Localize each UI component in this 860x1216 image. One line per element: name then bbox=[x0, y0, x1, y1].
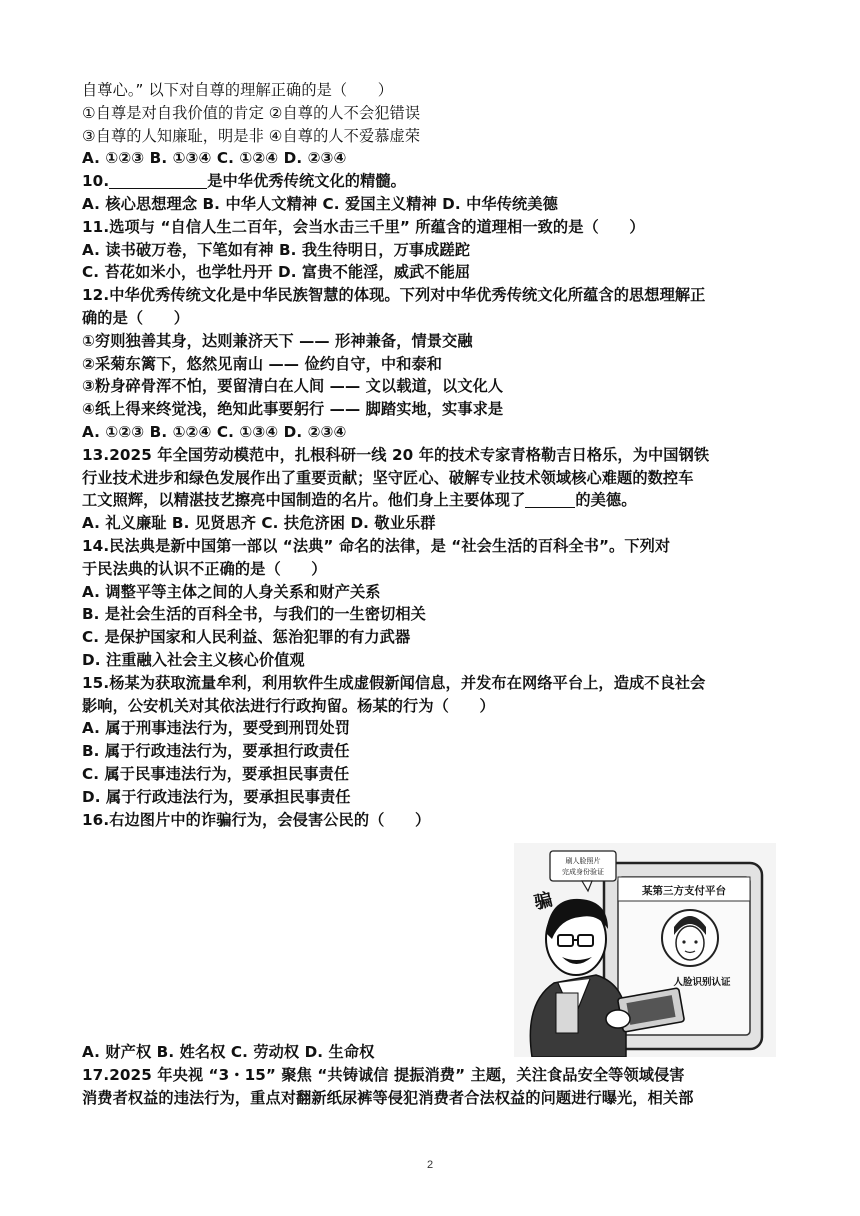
q13-blank bbox=[525, 491, 575, 508]
q9-options: A. ①②③ B. ①③④ C. ①②④ D. ②③④ bbox=[82, 149, 347, 168]
q15-option-b: B. 属于行政违法行为，要承担行政责任 bbox=[82, 742, 350, 761]
face-recognition-label: 人脸识别认证 bbox=[673, 977, 731, 988]
q10-text: 是中华优秀传统文化的精髓。 bbox=[207, 172, 406, 191]
q12-text-1: 中华优秀传统文化是中华民族智慧的体现。下列对中华优秀传统文化所蕴含的思想理解正 bbox=[109, 286, 706, 305]
q15-option-c: C. 属于民事违法行为，要承担民事责任 bbox=[82, 764, 350, 783]
q17-number: 17. bbox=[82, 1066, 110, 1085]
fraud-cartoon-image bbox=[514, 843, 776, 1057]
q12-number: 12. bbox=[82, 286, 110, 305]
q17-stem-2: 消费者权益的违法行为，重点对翻新纸尿裤等侵犯消费者合法权益的问题进行曝光，相关部 bbox=[82, 1088, 694, 1107]
q9-item-1-2: ①自尊是对自我价值的肯定 ②自尊的人不会犯错误 bbox=[82, 103, 421, 122]
q14-stem-2: 于民法典的认识不正确的是（ ） bbox=[82, 559, 327, 578]
q10-stem bbox=[82, 170, 782, 193]
q13-text-3b: 的美德。 bbox=[575, 491, 637, 510]
q10-blank bbox=[109, 172, 207, 189]
scam-badge: 骗 bbox=[532, 889, 555, 914]
q15-number: 15. bbox=[82, 673, 110, 692]
q9-stem-end: 自尊心。” 以下对自尊的理解正确的是（ ） bbox=[82, 81, 394, 99]
q12-item-1: ①穷则独善其身，达则兼济天下 —— 形神兼备，情景交融 bbox=[82, 331, 473, 350]
q13-number: 13. bbox=[82, 445, 110, 464]
q17-text-1: 2025 年央视 “3・15” 聚焦 “共铸诚信 提振消费” 主题，关注食品安全等领域侵害 bbox=[109, 1066, 685, 1085]
q13-stem-2: 行业技术进步和绿色发展作出了重要贡献；坚守匠心、破解专业技术领域核心难题的数控车 bbox=[82, 468, 694, 487]
q10-options: A. 核心思想理念 B. 中华人文精神 C. 爱国主义精神 D. 中华传统美德 bbox=[82, 194, 558, 213]
q15-option-d: D. 属于行政违法行为，要承担民事责任 bbox=[82, 787, 351, 806]
q11-options-cd: C. 苔花如米小，也学牡丹开 D. 富贵不能淫，威武不能屈 bbox=[82, 263, 471, 282]
page-number: 2 bbox=[426, 1159, 434, 1171]
q12-stem-1 bbox=[82, 284, 782, 307]
q16-options: A. 财产权 B. 姓名权 C. 劳动权 D. 生命权 bbox=[82, 1043, 375, 1062]
q16-text: 右边图片中的诈骗行为，会侵害公民的（ ） bbox=[109, 810, 431, 829]
q14-text-1: 民法典是新中国第一部以 “法典” 命名的法律，是 “社会生活的百科全书”。下列对 bbox=[109, 536, 671, 555]
q14-option-d: D. 注重融入社会主义核心价值观 bbox=[82, 650, 305, 669]
q12-item-2: ②采菊东篱下，悠然见南山 —— 俭约自守，中和泰和 bbox=[82, 354, 443, 373]
q13-text-1: 2025 年全国劳动模范中，扎根科研一线 20 年的技术专家青格勒吉日格乐，为中国钢铁 bbox=[109, 445, 710, 464]
speech-bubble-line2: 完成身份验证 bbox=[562, 868, 604, 876]
q9-item-3-4: ③自尊的人知廉耻，明是非 ④自尊的人不爱慕虚荣 bbox=[82, 126, 421, 145]
q16-number: 16. bbox=[82, 810, 110, 829]
q12-stem-2: 确的是（ ） bbox=[82, 308, 190, 327]
q14-number: 14. bbox=[82, 536, 110, 555]
q10-number: 10. bbox=[82, 172, 110, 191]
q14-option-b: B. 是社会生活的百科全书，与我们的一生密切相关 bbox=[82, 605, 426, 624]
q15-text-1: 杨某为获取流量牟利，利用软件生成虚假新闻信息，并发布在网络平台上，造成不良社会 bbox=[109, 673, 706, 692]
platform-title: 某第三方支付平台 bbox=[642, 885, 726, 897]
q11-stem bbox=[82, 216, 782, 239]
q11-options-ab: A. 读书破万卷，下笔如有神 B. 我生待明日，万事成蹉跎 bbox=[82, 240, 471, 259]
q11-number: 11. bbox=[82, 217, 110, 236]
q15-stem-2: 影响，公安机关对其依法进行行政拘留。杨某的行为（ ） bbox=[82, 696, 495, 715]
q12-item-3: ③粉身碎骨浑不怕，要留清白在人间 —— 文以载道，以文化人 bbox=[82, 377, 504, 396]
q13-stem-3 bbox=[82, 489, 782, 512]
q13-options: A. 礼义廉耻 B. 见贤思齐 C. 扶危济困 D. 敬业乐群 bbox=[82, 514, 436, 533]
q14-stem-1 bbox=[82, 535, 782, 558]
q13-text-3a: 工文照辉，以精湛技艺擦亮中国制造的名片。他们身上主要体现了 bbox=[82, 491, 526, 510]
q11-text: 选项与 “自信人生二百年，会当水击三千里” 所蕴含的道理相一致的是（ ） bbox=[109, 217, 645, 236]
q12-item-4: ④纸上得来终觉浅，绝知此事要躬行 —— 脚踏实地，实事求是 bbox=[82, 400, 504, 419]
q12-options: A. ①②③ B. ①②④ C. ①③④ D. ②③④ bbox=[82, 422, 347, 441]
q17-stem-1 bbox=[82, 1064, 782, 1087]
q14-option-a: A. 调整平等主体之间的人身关系和财产关系 bbox=[82, 582, 381, 601]
speech-bubble-line1: 刷人脸照片 bbox=[565, 857, 601, 865]
q13-stem-1 bbox=[82, 444, 782, 467]
q15-option-a: A. 属于刑事违法行为，要受到刑罚处罚 bbox=[82, 719, 350, 738]
q16-stem bbox=[82, 809, 782, 832]
q14-option-c: C. 是保护国家和人民利益、惩治犯罪的有力武器 bbox=[82, 628, 411, 647]
q15-stem-1 bbox=[82, 672, 782, 695]
